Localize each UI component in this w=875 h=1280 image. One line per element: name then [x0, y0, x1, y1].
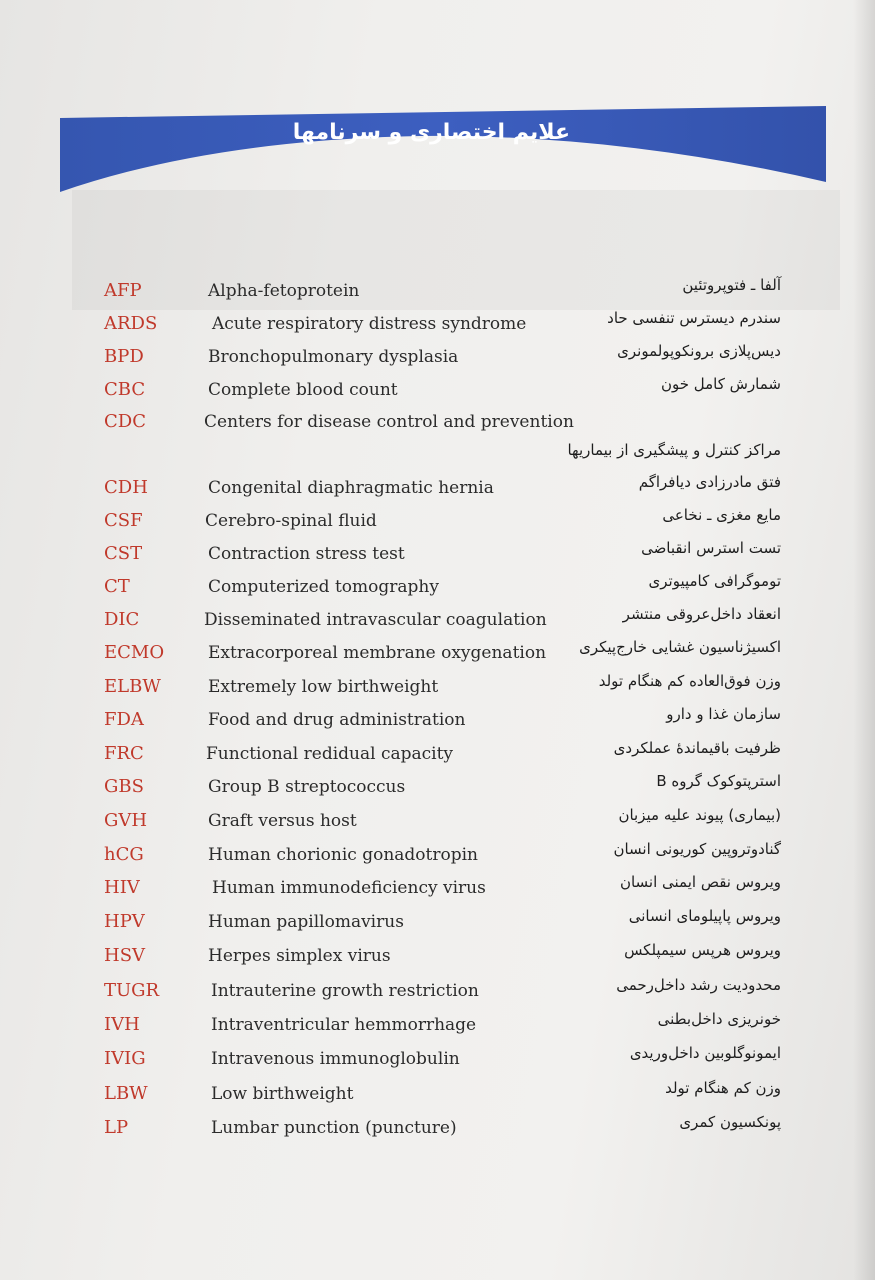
abbreviation: HSV — [104, 945, 146, 966]
persian-term: گنادوتروپین کوریونی انسان — [613, 840, 781, 858]
persian-term: اکسیژناسیون غشایی خارج‌پیکری — [579, 638, 781, 656]
english-term: Extremely low birthweight — [208, 677, 439, 697]
abbreviation: HIV — [104, 877, 140, 898]
persian-term: ویروس نقص ایمنی انسان — [619, 873, 781, 891]
abbreviation: CST — [104, 543, 143, 564]
abbreviation: GVH — [104, 810, 148, 831]
persian-term: وزن فوق‌العاده کم هنگام تولد — [598, 672, 781, 690]
english-term: Functional redidual capacity — [206, 744, 454, 764]
abbreviation: CT — [104, 576, 130, 597]
persian-term: فتق مادرزادی دیافراگم — [638, 473, 781, 491]
abbreviation: BPD — [104, 346, 144, 367]
english-term: Disseminated intravascular coagulation — [204, 610, 547, 630]
persian-term: استرپتوکوک گروه B — [656, 772, 781, 790]
persian-term: سازمان غذا و دارو — [666, 705, 781, 723]
abbreviation: CDC — [104, 411, 146, 432]
english-term: Group B streptococcus — [208, 777, 406, 797]
english-term: Graft versus host — [208, 811, 357, 831]
persian-term: محدودیت رشد داخل‌رحمی — [616, 976, 781, 994]
english-term: Extracorporeal membrane oxygenation — [208, 643, 547, 663]
abbreviation: CBC — [104, 379, 146, 400]
persian-term: دیس‌پلازی برونکوپولمونری — [617, 342, 781, 360]
persian-term: آلفا ـ فتوپروتئین — [682, 276, 781, 294]
persian-term: وزن کم هنگام تولد — [665, 1079, 781, 1097]
english-term: Contraction stress test — [208, 544, 405, 564]
persian-term: ویروس پاپیلومای انسانی — [628, 907, 781, 925]
english-term: Food and drug administration — [208, 710, 466, 730]
page-title: علایم اختصاری و سرنامها — [292, 120, 570, 145]
abbreviation: IVIG — [104, 1048, 146, 1069]
abbreviation: LP — [104, 1117, 129, 1138]
persian-term: مایع مغزی ـ نخاعی — [662, 506, 781, 524]
persian-term: (بیماری) پیوند علیه میزبان — [618, 806, 781, 824]
abbreviation: ARDS — [104, 313, 158, 334]
abbreviation: hCG — [104, 844, 144, 865]
english-term: Intraventricular hemmorrhage — [211, 1015, 477, 1035]
persian-term: پونکسیون کمری — [679, 1113, 781, 1131]
abbreviation: CSF — [104, 510, 143, 531]
english-term: Bronchopulmonary dysplasia — [208, 347, 459, 367]
abbreviation: ELBW — [104, 676, 161, 697]
persian-term: انعقاد داخل‌عروقی منتشر — [622, 605, 781, 623]
english-term: Lumbar punction (puncture) — [211, 1118, 457, 1138]
abbreviation: DIC — [104, 609, 140, 630]
english-term: Intravenous immunoglobulin — [211, 1049, 460, 1069]
abbreviation: GBS — [104, 776, 144, 797]
english-term: Human papillomavirus — [208, 912, 404, 932]
persian-term: تست استرس انقباضی — [641, 539, 781, 557]
abbreviation: CDH — [104, 477, 148, 498]
english-term: Herpes simplex virus — [208, 946, 391, 966]
english-term: Alpha-fetoprotein — [208, 281, 360, 301]
persian-term: شمارش کامل خون — [660, 375, 781, 393]
abbreviation: TUGR — [104, 980, 160, 1001]
persian-term: سندرم دیسترس تنفسی حاد — [607, 309, 781, 327]
abbreviation: FDA — [104, 709, 144, 730]
list-item — [0, 1113, 875, 1151]
persian-term: مراکز کنترل و پیشگیری از بیماریها — [567, 441, 781, 459]
english-term: Human immunodeficiency virus — [212, 878, 486, 898]
english-term: Intrauterine growth restriction — [211, 981, 479, 1001]
english-term: Human chorionic gonadotropin — [208, 845, 478, 865]
persian-term: ظرفیت باقیماندهٔ عملکردی — [613, 739, 781, 757]
english-term: Computerized tomography — [208, 577, 439, 597]
list-item — [0, 411, 875, 459]
abbreviation: HPV — [104, 911, 145, 932]
abbreviation: ECMO — [104, 642, 165, 663]
english-term: Centers for disease control and prevention — [204, 412, 574, 432]
english-term: Congenital diaphragmatic hernia — [208, 478, 494, 498]
list-item — [0, 375, 875, 413]
abbreviation: FRC — [104, 743, 144, 764]
english-term: Low birthweight — [211, 1084, 354, 1104]
abbreviation: IVH — [104, 1014, 140, 1035]
english-term: Cerebro-spinal fluid — [205, 511, 377, 531]
persian-term: ایمونوگلوبین داخل‌وریدی — [629, 1044, 781, 1062]
persian-term: ویروس هرپس سیمپلکس — [624, 941, 781, 959]
abbreviation: AFP — [104, 280, 142, 301]
english-term: Complete blood count — [208, 380, 398, 400]
persian-term: توموگرافی کامپیوتری — [648, 572, 781, 590]
abbreviation: LBW — [104, 1083, 148, 1104]
english-term: Acute respiratory distress syndrome — [212, 314, 527, 334]
persian-term: خونریزی داخل‌بطنی — [657, 1010, 781, 1028]
